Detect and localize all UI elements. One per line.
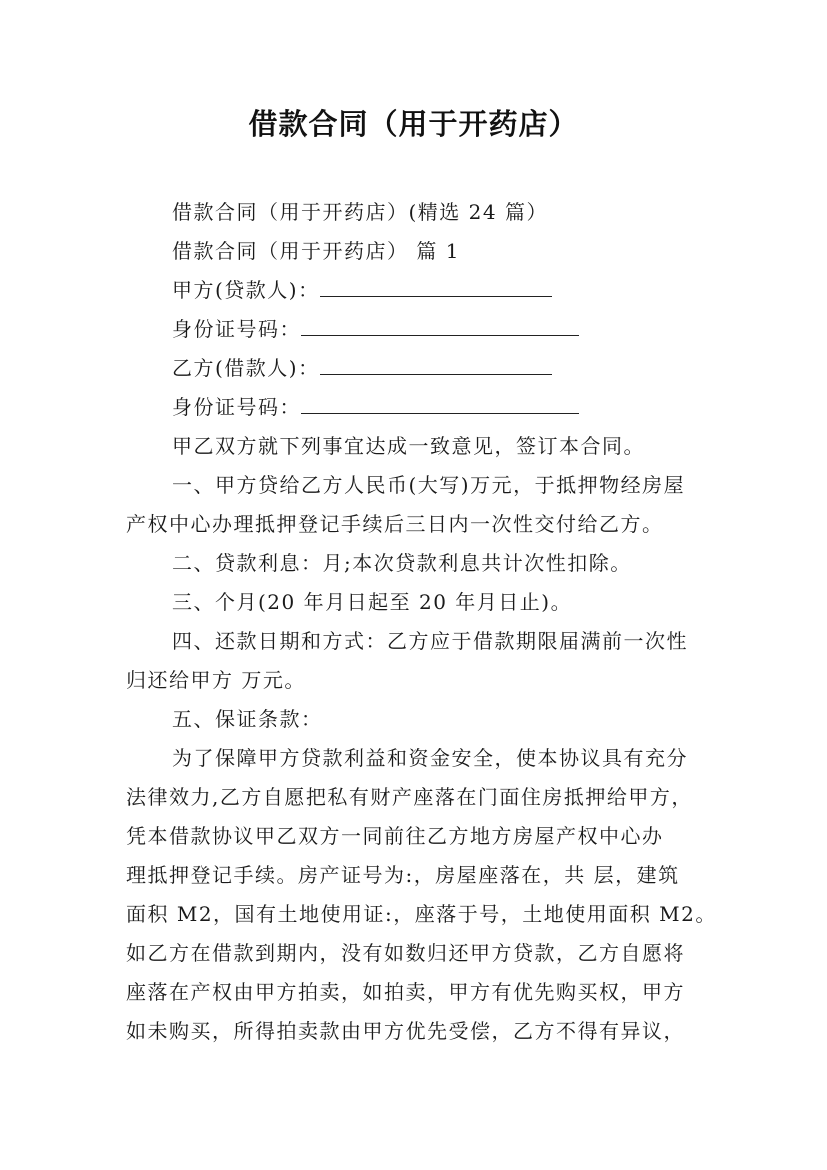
borrower-field bbox=[172, 355, 552, 381]
body-line: 产权中心办理抵押登记手续后三日内一次性交付给乙方。 bbox=[126, 512, 664, 536]
body-line: 凭本借款协议甲乙双方一同前往乙方地方房屋产权中心办 bbox=[126, 824, 664, 848]
borrower-label: 乙方(借款人)： bbox=[172, 356, 320, 380]
body-line: 归还给甲方 万元。 bbox=[126, 668, 306, 692]
body-line: 五、保证条款： bbox=[172, 707, 323, 731]
body-line: 一、甲方贷给乙方人民币(大写)万元，于抵押物经房屋 bbox=[172, 473, 686, 497]
lender-id-blank bbox=[301, 317, 579, 336]
body-line: 三、个月(20 年月日起至 20 年月日止)。 bbox=[172, 590, 573, 614]
borrower-id-blank bbox=[301, 395, 579, 414]
body-line: 面积 M2，国有土地使用证:，座落于号，土地使用面积 M2。 bbox=[126, 902, 717, 926]
body-line: 为了保障甲方贷款利益和资金安全，使本协议具有充分 bbox=[172, 746, 688, 770]
section-heading: 借款合同（用于开药店） 篇 1 bbox=[172, 239, 460, 263]
body-line: 座落在产权由甲方拍卖，如拍卖，甲方有优先购买权，甲方 bbox=[126, 980, 685, 1004]
body-line: 二、贷款利息：月;本次贷款利息共计次性扣除。 bbox=[172, 551, 632, 575]
subtitle-line: 借款合同（用于开药店）(精选 24 篇） bbox=[172, 200, 548, 224]
body-line: 理抵押登记手续。房产证号为:，房屋座落在，共 层，建筑 bbox=[126, 863, 680, 887]
borrower-blank bbox=[320, 356, 552, 375]
body-line: 四、还款日期和方式：乙方应于借款期限届满前一次性 bbox=[172, 629, 688, 653]
lender-label: 甲方(贷款人)： bbox=[172, 278, 320, 302]
document-title: 借款合同（用于开药店） bbox=[248, 107, 579, 141]
lender-id-label: 身份证号码： bbox=[172, 317, 301, 341]
body-line: 甲乙双方就下列事宜达成一致意见，签订本合同。 bbox=[172, 434, 645, 458]
body-line: 如乙方在借款到期内，没有如数归还甲方贷款，乙方自愿将 bbox=[126, 941, 685, 965]
body-line: 如未购买，所得拍卖款由甲方优先受偿，乙方不得有异议， bbox=[126, 1019, 685, 1043]
body-line: 法律效力,乙方自愿把私有财产座落在门面住房抵押给甲方， bbox=[126, 785, 693, 809]
lender-id-field bbox=[172, 316, 579, 342]
borrower-id-field bbox=[172, 394, 579, 420]
lender-blank bbox=[320, 278, 552, 297]
lender-field bbox=[172, 277, 552, 303]
borrower-id-label: 身份证号码： bbox=[172, 395, 301, 419]
